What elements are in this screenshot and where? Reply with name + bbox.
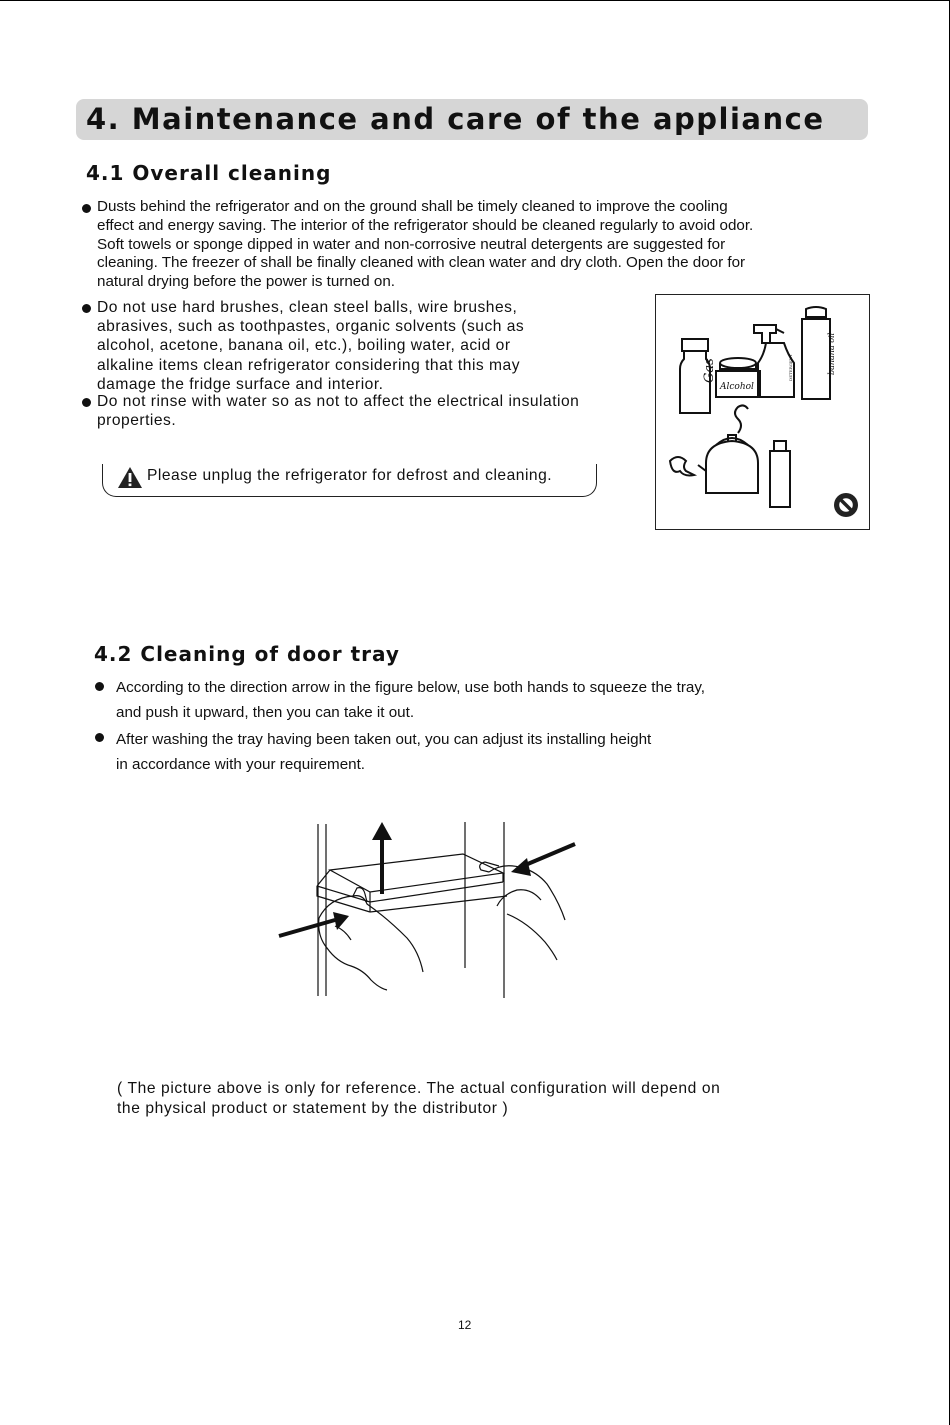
text-line: After washing the tray having been taken out, you can adjust its installing height	[116, 731, 652, 748]
prohibited-icon	[834, 493, 858, 517]
prohibited-cleaners-illustration	[655, 294, 870, 530]
bullet-icon	[95, 733, 104, 742]
text-line: Soft towels or sponge dipped in water and non-corrosive neutral detergents are suggested for	[97, 235, 726, 253]
bullet-icon	[82, 304, 91, 313]
text-line: Do not use hard brushes, clean steel balls, wire brushes,	[97, 299, 518, 316]
arrow-up-icon	[372, 822, 392, 894]
text-line: damage the fridge surface and interior.	[97, 375, 384, 393]
text-line: According to the direction arrow in the figure below, use both hands to squeeze the tray,	[116, 679, 706, 696]
text-line: natural drying before the power is turned on.	[97, 273, 396, 291]
bullet-icon	[82, 398, 91, 407]
arrow-right-icon	[279, 912, 349, 936]
text-line: in accordance with your requirement.	[116, 756, 366, 773]
alcohol-label: Alcohol	[720, 382, 754, 392]
page-number: 12	[458, 1318, 472, 1332]
gas-label: Gas	[702, 358, 717, 383]
detergent-label: DETERGENT	[788, 353, 793, 381]
text-line: Do not rinse with water so as not to affect the electrical insulation	[97, 393, 580, 410]
arrow-left-icon	[511, 844, 575, 876]
text-line: abrasives, such as toothpastes, organic solvents (such as	[97, 318, 525, 336]
do-not-use-paragraph	[97, 298, 524, 394]
text-line: properties.	[97, 412, 177, 430]
door-tray-bullet-1	[116, 675, 705, 725]
text-line: cleaning. The freezer of shall be finally cleaned with clean water and dry cloth. Open the door for	[97, 254, 746, 272]
text-line: and push it upward, then you can take it out.	[116, 704, 415, 721]
text-line: alkaline items clean refrigerator considering that this may	[97, 356, 520, 374]
page-title: 4. Maintenance and care of the appliance	[86, 102, 825, 136]
text-line: Dusts behind the refrigerator and on the ground shall be timely cleaned to improve the cooling	[97, 198, 728, 215]
do-not-rinse-paragraph	[97, 392, 579, 430]
door-tray-figure	[275, 818, 585, 1008]
cleaners-drawing	[656, 295, 869, 529]
text-line: ( The picture above is only for reference. The actual configuration will depend on	[117, 1080, 721, 1097]
bullet-icon	[82, 204, 91, 213]
door-tray-bullet-2	[116, 727, 651, 777]
reference-note	[117, 1079, 720, 1119]
title-bar	[76, 99, 868, 140]
page-border-top	[0, 0, 950, 1]
text-line: alcohol, acetone, banana oil, etc.), boiling water, acid or	[97, 337, 511, 355]
section-heading-door-tray: 4.2 Cleaning of door tray	[94, 642, 400, 666]
bullet-icon	[95, 682, 104, 691]
text-line: the physical product or statement by the distributor )	[117, 1100, 509, 1117]
text-line: effect and energy saving. The interior of the refrigerator should be cleaned regularly to avoid odor.	[97, 216, 754, 234]
warning-triangle-icon	[117, 466, 143, 489]
overall-cleaning-paragraph	[97, 198, 753, 292]
section-heading-overall-cleaning: 4.1 Overall cleaning	[86, 161, 332, 185]
warning-text: Please unplug the refrigerator for defrost and cleaning.	[147, 467, 553, 484]
banana-oil-label: banana oil	[827, 332, 836, 375]
